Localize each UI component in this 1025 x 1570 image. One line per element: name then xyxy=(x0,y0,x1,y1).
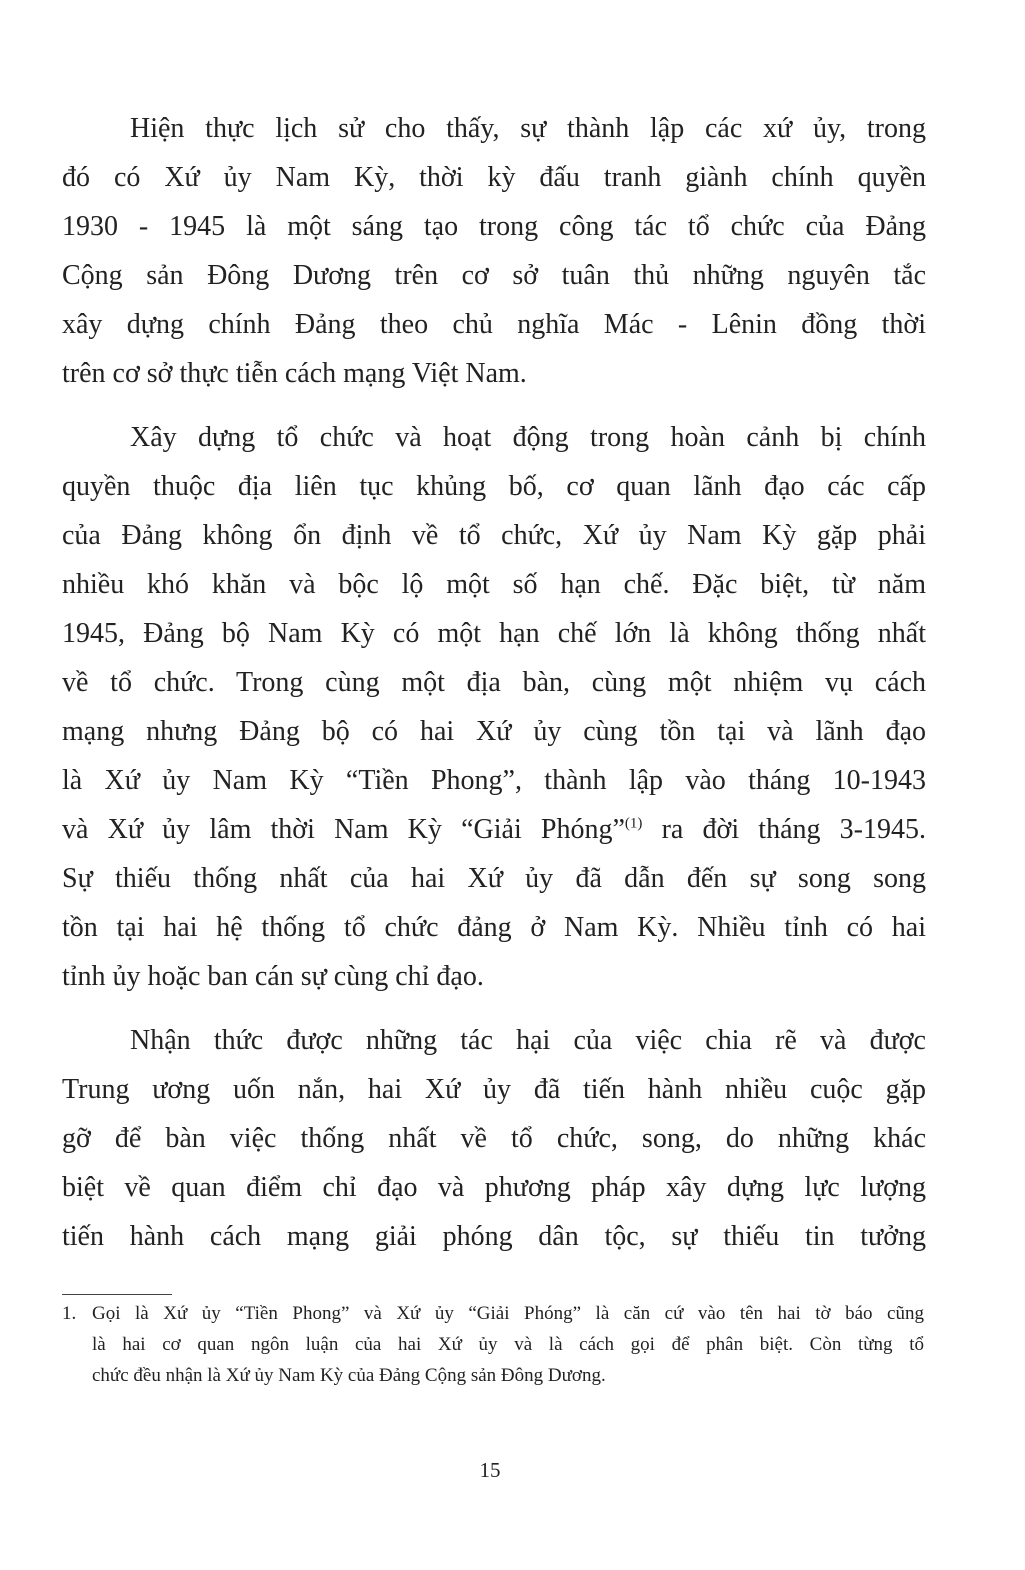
text-line: biệt về quan điểm chỉ đạo và phương pháp xây dựng lực lượng xyxy=(62,1172,926,1203)
text-line: 1930 - 1945 là một sáng tạo trong công tác tổ chức của Đảng xyxy=(62,211,926,242)
text-line: Hiện thực lịch sử cho thấy, sự thành lập các xứ ủy, trong xyxy=(130,113,926,144)
footnote-number: 1. xyxy=(62,1303,77,1324)
text-line: nhiều khó khăn và bộc lộ một số hạn chế. Đặc biệt, từ năm xyxy=(62,569,926,600)
body-text xyxy=(62,104,926,1276)
paragraph-3 xyxy=(62,1016,926,1261)
footnote-line xyxy=(62,1298,924,1329)
text-line: 1945, Đảng bộ Nam Kỳ có một hạn chế lớn là không thống nhất xyxy=(62,618,926,649)
text-line xyxy=(62,805,926,854)
text-line: là Xứ ủy Nam Kỳ “Tiền Phong”, thành lập vào tháng 10-1943 xyxy=(62,765,926,796)
text-line: xây dựng chính Đảng theo chủ nghĩa Mác - Lênin đồng thời xyxy=(62,309,926,340)
text-line: quyền thuộc địa liên tục khủng bố, cơ quan lãnh đạo các cấp xyxy=(62,471,926,502)
text-line: Sự thiếu thống nhất của hai Xứ ủy đã dẫn đến sự song song xyxy=(62,863,926,894)
footnote xyxy=(62,1290,924,1391)
text-line: đó có Xứ ủy Nam Kỳ, thời kỳ đấu tranh giành chính quyền xyxy=(62,162,926,193)
footnote-text: Gọi là Xứ ủy “Tiền Phong” và Xứ ủy “Giải Phóng” là căn cứ vào tên hai tờ báo cũng xyxy=(92,1303,924,1324)
text-line: tiến hành cách mạng giải phóng dân tộc, sự thiếu tin tưởng xyxy=(62,1221,926,1252)
text-line: tồn tại hai hệ thống tổ chức đảng ở Nam Kỳ. Nhiều tỉnh có hai xyxy=(62,912,926,943)
text-line: Cộng sản Đông Dương trên cơ sở tuân thủ những nguyên tắc xyxy=(62,260,926,291)
text-line: tỉnh ủy hoặc ban cán sự cùng chỉ đạo. xyxy=(62,961,484,992)
text-line: Xây dựng tổ chức và hoạt động trong hoàn cảnh bị chính xyxy=(130,422,926,453)
paragraph-2 xyxy=(62,413,926,1001)
text-line: gỡ để bàn việc thống nhất về tổ chức, song, do những khác xyxy=(62,1123,926,1154)
footnote-line: chức đều nhận là Xứ ủy Nam Kỳ của Đảng Cộng sản Đông Dương. xyxy=(92,1365,606,1386)
text-line: của Đảng không ổn định về tổ chức, Xứ ủy Nam Kỳ gặp phải xyxy=(62,520,926,551)
text-line: về tổ chức. Trong cùng một địa bàn, cùng một nhiệm vụ cách xyxy=(62,667,926,698)
footnote-ref[interactable]: (1) xyxy=(624,815,643,832)
text-line: trên cơ sở thực tiễn cách mạng Việt Nam. xyxy=(62,358,527,389)
text-line: Nhận thức được những tác hại của việc chia rẽ và được xyxy=(130,1025,926,1056)
text-segment: và Xứ ủy lâm thời Nam Kỳ “Giải Phóng” xyxy=(62,814,625,845)
text-line: Trung ương uốn nắn, hai Xứ ủy đã tiến hành nhiều cuộc gặp xyxy=(62,1074,926,1105)
paragraph-1 xyxy=(62,104,926,398)
text-segment: ra đời tháng 3-1945. xyxy=(642,814,926,845)
page-number: 15 xyxy=(479,1458,501,1482)
footnote-line: là hai cơ quan ngôn luận của hai Xứ ủy và là cách gọi để phân biệt. Còn từng tổ xyxy=(92,1334,924,1355)
text-line: mạng nhưng Đảng bộ có hai Xứ ủy cùng tồn tại và lãnh đạo xyxy=(62,716,926,747)
